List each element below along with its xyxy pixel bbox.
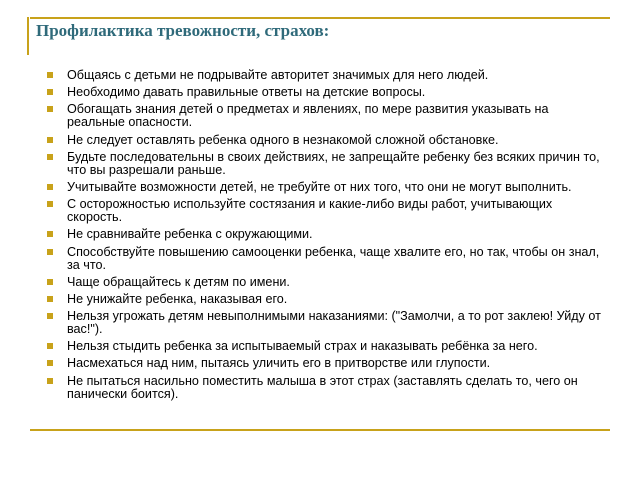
bullet-text: Общаясь с детьми не подрывайте авторитет значимых для него людей. [67, 68, 489, 82]
bullet-text: Насмехаться над ним, пытаясь уличить его в притворстве или глупости. [67, 356, 491, 371]
bullet-item [47, 103, 607, 129]
bullet-item [47, 86, 607, 99]
bullet-text: Не следует оставлять ребенка одного в незнакомой сложной обстановке. [67, 132, 499, 147]
square-bullet-icon [47, 201, 53, 207]
bullet-item [47, 228, 607, 241]
square-bullet-icon [47, 72, 53, 78]
bullet-text: Чаще обращайтесь к детям по имени. [67, 274, 290, 289]
bullet-item [47, 357, 607, 370]
slide-title: Профилактика тревожности, страхов: [36, 21, 330, 40]
bullet-text: Обогащать знания детей о предметах и явлениях, по мере развития указывать на реальные опасности. [67, 102, 549, 130]
bullet-item [47, 134, 607, 147]
bullet-text: Нельзя стыдить ребенка за испытываемый страх и наказывать ребёнка за него. [67, 339, 538, 354]
square-bullet-icon [47, 137, 53, 143]
bullet-item [47, 198, 607, 224]
bullet-text: Не пытаться насильно поместить малыша в этот страх (заставлять сделать то, чего он панически боится). [67, 373, 578, 401]
title-corner-rule [27, 17, 29, 55]
bullet-text: С осторожностью используйте состязания и какие-либо виды работ, учитывающих скорость. [67, 197, 553, 225]
square-bullet-icon [47, 106, 53, 112]
bullet-item [47, 181, 607, 194]
top-rule [30, 17, 610, 19]
square-bullet-icon [47, 184, 53, 190]
bullet-item [47, 276, 607, 289]
bullet-list [47, 69, 607, 405]
bullet-item [47, 375, 607, 401]
square-bullet-icon [47, 343, 53, 349]
bullet-item [47, 246, 607, 272]
bullet-item [47, 340, 607, 353]
square-bullet-icon [47, 360, 53, 366]
square-bullet-icon [47, 154, 53, 160]
bullet-text: Учитывайте возможности детей, не требуйте от них того, что они не могут выполнить. [67, 179, 572, 194]
square-bullet-icon [47, 313, 53, 319]
bullet-item [47, 69, 607, 82]
bottom-rule [30, 429, 610, 431]
square-bullet-icon [47, 296, 53, 302]
square-bullet-icon [47, 279, 53, 285]
bullet-item [47, 293, 607, 306]
square-bullet-icon [47, 89, 53, 95]
bullet-item [47, 151, 607, 177]
bullet-text: Необходимо давать правильные ответы на детские вопросы. [67, 85, 426, 100]
bullet-text: Нельзя угрожать детям невыполнимыми наказаниями: ("Замолчи, а то рот заклею! Уйду от вас!"). [67, 309, 601, 337]
bullet-text: Будьте последовательны в своих действиях, не запрещайте ребенку без всяких причин то, что вы разрешали раньше. [67, 149, 600, 177]
bullet-text: Не унижайте ребенка, наказывая его. [67, 291, 288, 306]
bullet-text: Не сравнивайте ребенка с окружающими. [67, 227, 313, 242]
square-bullet-icon [47, 249, 53, 255]
square-bullet-icon [47, 231, 53, 237]
bullet-text: Способствуйте повышению самооценки ребенка, чаще хвалите его, но так, чтобы он знал, за что. [67, 244, 600, 272]
bullet-item [47, 310, 607, 336]
square-bullet-icon [47, 378, 53, 384]
